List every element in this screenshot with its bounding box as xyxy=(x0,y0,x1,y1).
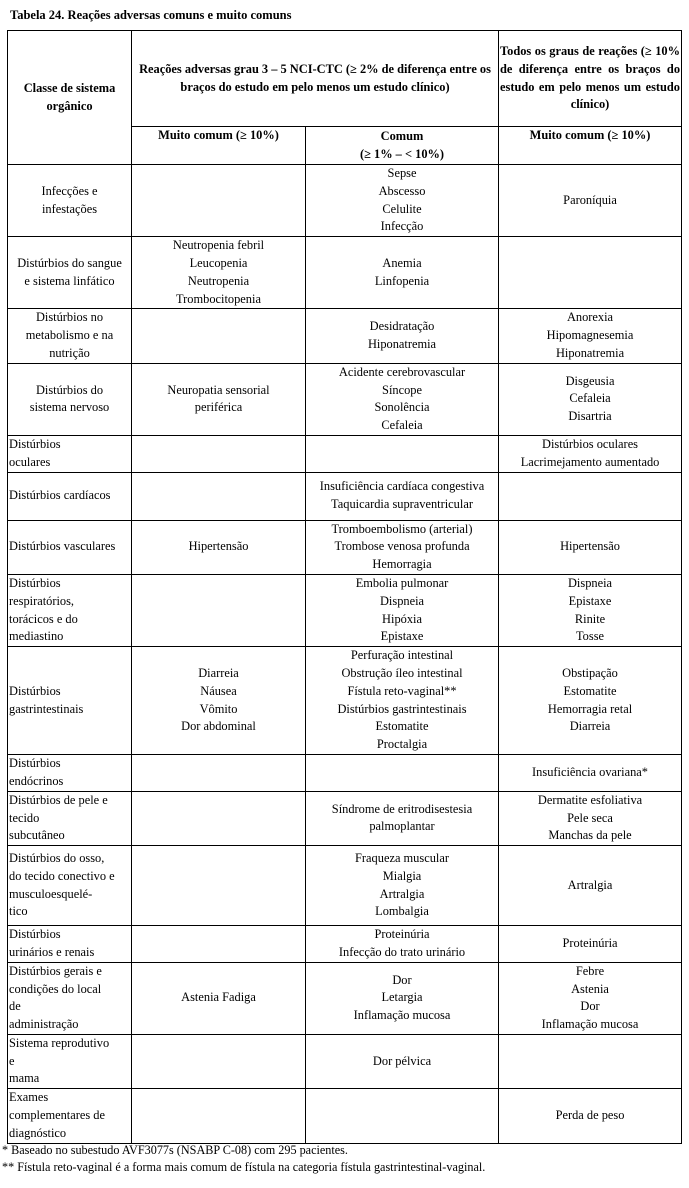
row-comum-cell xyxy=(306,755,499,792)
row-todos-cell: Disgeusia Cefaleia Disartria xyxy=(499,363,682,435)
row-comum-cell: Dor pélvica xyxy=(306,1034,499,1088)
row-muito-comum-cell xyxy=(132,309,306,363)
row-comum-cell: Tromboembolismo (arterial) Trombose venosa profunda Hemorragia xyxy=(306,520,499,574)
row-todos-cell: Obstipação Estomatite Hemorragia retal Diarreia xyxy=(499,647,682,755)
row-classe-cell: Distúrbios do osso, do tecido conectivo e musculoesquelé- tico xyxy=(8,846,132,926)
header-todos-graus: Todos os graus de reações (≥ 10% de diferença entre os braços do estudo em pelo menos um estudo clínico) xyxy=(499,31,682,127)
row-muito-comum-cell: Hipertensão xyxy=(132,520,306,574)
row-todos-cell: Insuficiência ovariana* xyxy=(499,755,682,792)
row-muito-comum-cell xyxy=(132,846,306,926)
table-row xyxy=(8,520,682,574)
row-muito-comum-cell xyxy=(132,926,306,963)
row-classe-cell: Distúrbios cardíacos xyxy=(8,472,132,520)
table-row xyxy=(8,472,682,520)
table-row xyxy=(8,574,682,646)
row-classe-cell: Exames complementares de diagnóstico xyxy=(8,1089,132,1143)
row-muito-comum-cell xyxy=(132,1089,306,1143)
table-row xyxy=(8,791,682,845)
header-comum: Comum (≥ 1% – < 10%) xyxy=(306,127,499,165)
row-comum-cell xyxy=(306,1089,499,1143)
row-classe-cell: Distúrbios vasculares xyxy=(8,520,132,574)
row-muito-comum-cell xyxy=(132,755,306,792)
row-classe-cell: Distúrbios no metabolismo e na nutrição xyxy=(8,309,132,363)
footnote-1: * Baseado no subestudo AVF3077s (NSABP C-08) com 295 pacientes. xyxy=(2,1143,348,1157)
row-comum-cell: Proteinúria Infecção do trato urinário xyxy=(306,926,499,963)
row-classe-cell: Distúrbios respiratórios, torácicos e do mediastino xyxy=(8,574,132,646)
row-muito-comum-cell: Astenia Fadiga xyxy=(132,962,306,1034)
header-grade-3-5: Reações adversas grau 3 – 5 NCI-CTC (≥ 2% de diferença entre os braços do estudo em pelo menos um estudo clínico) xyxy=(132,31,499,127)
row-muito-comum-cell: Neuropatia sensorial periférica xyxy=(132,363,306,435)
row-muito-comum-cell xyxy=(132,574,306,646)
row-comum-cell: Síndrome de eritrodisestesia palmoplantar xyxy=(306,791,499,845)
row-todos-cell: Febre Astenia Dor Inflamação mucosa xyxy=(499,962,682,1034)
table-row xyxy=(8,165,682,237)
row-muito-comum-cell: Neutropenia febril Leucopenia Neutropenia Trombocitopenia xyxy=(132,237,306,309)
row-todos-cell: Hipertensão xyxy=(499,520,682,574)
table-row xyxy=(8,1089,682,1143)
row-todos-cell: Proteinúria xyxy=(499,926,682,963)
table-row xyxy=(8,1034,682,1088)
row-classe-cell: Distúrbios de pele e tecido subcutâneo xyxy=(8,791,132,845)
row-comum-cell: Dor Letargia Inflamação mucosa xyxy=(306,962,499,1034)
header-classe: Classe de sistema orgânico xyxy=(8,31,132,165)
footnote-2: ** Fístula reto-vaginal é a forma mais comum de fístula na categoria fístula gastrintestinal-vaginal. xyxy=(2,1160,486,1174)
row-muito-comum-cell xyxy=(132,791,306,845)
adverse-reactions-table xyxy=(7,30,682,1144)
row-todos-cell: Dispneia Epistaxe Rinite Tosse xyxy=(499,574,682,646)
row-comum-cell: Sepse Abscesso Celulite Infecção xyxy=(306,165,499,237)
row-comum-cell xyxy=(306,435,499,472)
row-muito-comum-cell: Diarreia Náusea Vômito Dor abdominal xyxy=(132,647,306,755)
header-todos-muito-comum: Muito comum (≥ 10%) xyxy=(499,127,682,165)
row-comum-cell: Perfuração intestinal Obstrução íleo intestinal Fístula reto-vaginal** Distúrbios gastrintestinais Estomatite Proctalgia xyxy=(306,647,499,755)
row-todos-cell: Distúrbios oculares Lacrimejamento aumentado xyxy=(499,435,682,472)
row-todos-cell xyxy=(499,237,682,309)
row-comum-cell: Anemia Linfopenia xyxy=(306,237,499,309)
row-classe-cell: Distúrbios urinários e renais xyxy=(8,926,132,963)
row-todos-cell: Dermatite esfoliativa Pele seca Manchas da pele xyxy=(499,791,682,845)
table-row xyxy=(8,755,682,792)
table-row xyxy=(8,962,682,1034)
row-comum-cell: Insuficiência cardíaca congestiva Taquicardia supraventricular xyxy=(306,472,499,520)
table-row xyxy=(8,846,682,926)
row-comum-cell: Desidratação Hiponatremia xyxy=(306,309,499,363)
table-row xyxy=(8,926,682,963)
row-muito-comum-cell xyxy=(132,165,306,237)
row-comum-cell: Fraqueza muscular Mialgia Artralgia Lombalgia xyxy=(306,846,499,926)
row-classe-cell: Sistema reprodutivo e mama xyxy=(8,1034,132,1088)
header-muito-comum: Muito comum (≥ 10%) xyxy=(132,127,306,165)
row-todos-cell: Perda de peso xyxy=(499,1089,682,1143)
row-todos-cell: Artralgia xyxy=(499,846,682,926)
row-classe-cell: Distúrbios do sistema nervoso xyxy=(8,363,132,435)
row-todos-cell xyxy=(499,1034,682,1088)
row-comum-cell: Embolia pulmonar Dispneia Hipóxia Epistaxe xyxy=(306,574,499,646)
row-comum-cell: Acidente cerebrovascular Síncope Sonolência Cefaleia xyxy=(306,363,499,435)
table-row xyxy=(8,309,682,363)
table-row xyxy=(8,363,682,435)
row-classe-cell: Distúrbios gastrintestinais xyxy=(8,647,132,755)
row-muito-comum-cell xyxy=(132,435,306,472)
row-muito-comum-cell xyxy=(132,472,306,520)
row-todos-cell: Paroníquia xyxy=(499,165,682,237)
table-title: Tabela 24. Reações adversas comuns e muito comuns xyxy=(10,8,292,22)
row-classe-cell: Distúrbios gerais e condições do local de administração xyxy=(8,962,132,1034)
row-classe-cell: Infecções e infestações xyxy=(8,165,132,237)
table-row xyxy=(8,647,682,755)
row-todos-cell: Anorexia Hipomagnesemia Hiponatremia xyxy=(499,309,682,363)
row-classe-cell: Distúrbios do sangue e sistema linfático xyxy=(8,237,132,309)
row-classe-cell: Distúrbios oculares xyxy=(8,435,132,472)
table-row xyxy=(8,435,682,472)
row-todos-cell xyxy=(499,472,682,520)
row-muito-comum-cell xyxy=(132,1034,306,1088)
table-row xyxy=(8,237,682,309)
row-classe-cell: Distúrbios endócrinos xyxy=(8,755,132,792)
